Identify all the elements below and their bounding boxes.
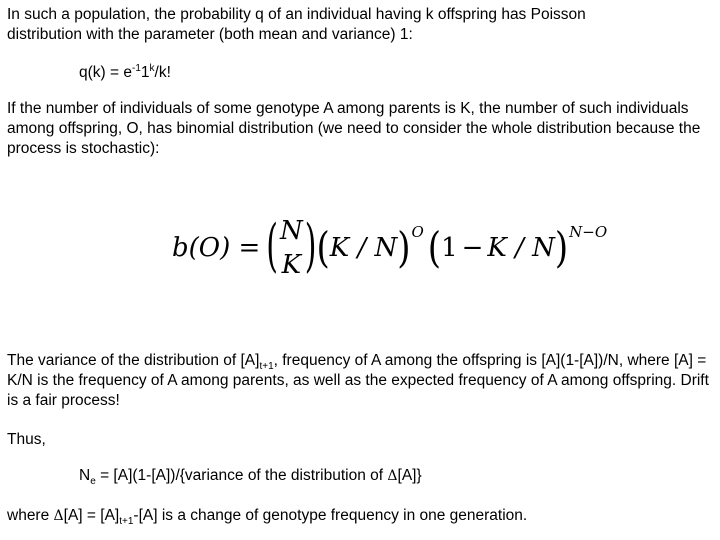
- ne-formula: [79, 466, 422, 486]
- final-text-a: where: [7, 507, 54, 524]
- binomial-exponent-2: N−O: [569, 223, 608, 241]
- final-subscript: t+1: [119, 516, 134, 527]
- ne-end: [A]}: [397, 467, 422, 484]
- binomial-term-1: K / N: [329, 233, 398, 263]
- poisson-formula: [79, 63, 171, 83]
- variance-paragraph: [7, 351, 715, 411]
- poisson-exponent-1: -1: [131, 63, 141, 74]
- variance-text-a: The variance of the distribution of [A]: [7, 352, 260, 369]
- left-paren: (: [266, 213, 279, 281]
- right-paren-3: ): [554, 223, 569, 273]
- binomial-intro-paragraph: If the number of individuals of some genotype A among parents is K, the number of such individuals among offspring, O, has binomial distribution (we need to consider the whole distribution because the process is stochastic):: [7, 100, 701, 157]
- final-text-c: -[A] is a change of genotype frequency in one generation.: [133, 507, 528, 524]
- ne-subscript: e: [90, 476, 96, 487]
- intro-line-1: In such a population, the probability q of an individual having k offspring has Poisson: [7, 6, 586, 23]
- binomial-one: 1: [441, 233, 458, 263]
- binomial-lhs: b(O) =: [172, 233, 261, 263]
- ne-n: N: [79, 467, 91, 484]
- left-paren-2: (: [316, 223, 330, 273]
- poisson-lhs: q(k) = e: [79, 64, 132, 81]
- binomial-minus: −: [461, 233, 484, 263]
- delta-symbol: Δ: [387, 468, 398, 484]
- right-paren: ): [304, 213, 317, 281]
- variance-text-b: , frequency of A among the offspring is [A](1-[A])/N, where [A] = K/N is the frequency of A among parents, as well as the expected frequency of A among offspring. Drift is a fair process!: [7, 352, 709, 409]
- binomial-exponent-1: O: [411, 223, 424, 241]
- variance-subscript: t+1: [259, 361, 274, 372]
- binomial-formula: [172, 208, 607, 288]
- poisson-exponent-2: k: [149, 63, 155, 74]
- poisson-tail: /k!: [154, 64, 171, 81]
- intro-paragraph: [7, 5, 715, 45]
- delta-symbol-2: Δ: [53, 508, 64, 524]
- intro-line-2: distribution with the parameter (both mean and variance) 1:: [7, 26, 413, 43]
- binomial-top: N: [280, 216, 303, 246]
- final-sentence: [7, 506, 715, 526]
- poisson-mid: 1: [140, 64, 150, 81]
- thus-label: Thus,: [7, 431, 46, 448]
- binomial-coefficient: [280, 214, 303, 282]
- left-paren-3: (: [427, 223, 442, 273]
- binomial-term-2: K / N: [487, 233, 555, 263]
- ne-body: = [A](1-[A])/{variance of the distribution of: [95, 467, 388, 484]
- right-paren-2: ): [397, 223, 411, 273]
- binomial-bottom: K: [281, 250, 302, 280]
- final-text-b: [A] = [A]: [63, 507, 120, 524]
